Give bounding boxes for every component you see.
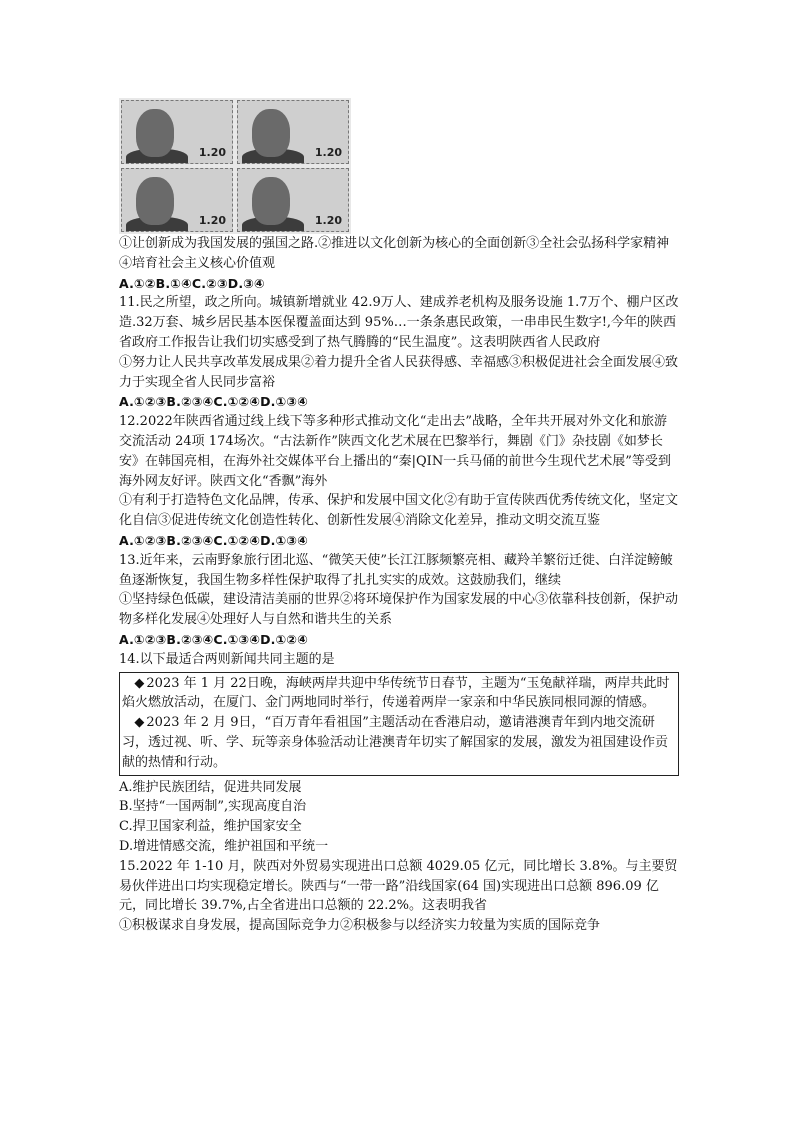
diamond-bullet-icon: ◆ — [134, 675, 145, 691]
page-content — [119, 98, 679, 936]
q12-options: A.①②③B.②③④C.①②④D.①③④ — [119, 532, 308, 548]
stamp-price: 1.20 — [198, 214, 226, 227]
q13-stem: 13.近年来，云南野象旅行团北巡、“微笑天使”长江江豚频繁亮相、藏羚羊繁衍迁徙、白洋淀鳑鲏鱼逐渐恢复，我国生物多样性保护取得了扎扎实实的成效。这鼓励我们，继续 — [119, 552, 673, 588]
q14-option-a: A.维护民族团结，促进共同发展 — [119, 779, 302, 795]
news-item-1: ◆ 2023 年 1 月 22日晚，海峡两岸共迎中华传统节日春节，主题为“玉兔献祥瑞，两岸共此时焰火燃放活动，在厦门、金门两地同时举行，传递着两岸一家亲和中华民族同根同源的情感。 — [122, 675, 670, 711]
diamond-bullet-icon: ◆ — [134, 715, 145, 731]
q13-statements: ①坚持绿色低碳，建设清洁美丽的世界②将环境保护作为国家发展的中心③依靠科技创新，保护动物多样化发展④处理好人与自然和谐共生的关系 — [119, 592, 679, 628]
q11-statements: ①努力让人民共享改革发展成果②着力提升全省人民获得感、幸福感③积极促进社会全面发展④致力于实现全省人民同步富裕 — [119, 354, 679, 390]
news-box — [119, 672, 679, 776]
stamp-4 — [237, 168, 349, 232]
stamp-1 — [121, 100, 233, 164]
q14-option-b: B.坚持“一国两制”,实现高度自治 — [119, 799, 307, 815]
q14-option-d: D.增进情感交流，维护祖国和平统一 — [119, 838, 329, 854]
q14-option-c: C.捍卫国家利益，维护国家安全 — [119, 819, 302, 835]
q14-stem: 14.以下最适合两则新闻共同主题的是 — [119, 651, 335, 667]
q10-statements: ①让创新成为我国发展的强国之路.②推进以文化创新为核心的全面创新③全社会弘扬科学家精神④培育社会主义核心价值观 — [119, 236, 670, 271]
q12-stem: 12.2022年陕西省通过线上线下等多种形式推动文化“走出去”战略，全年共开展对外文化和旅游交流活动 24项 174场次。“古法新作”陕西文化艺术展在巴黎举行，舞剧《门》杂技剧《如梦长安》在韩国亮相，在海外社交媒体平台上播出的“秦|QIN一兵马俑的前世今生现代艺术展”等受到海外网友好评。陕西文化“香飘”海外 — [119, 414, 671, 489]
q15-statements: ①积极谋求自身发展，提高国际竞争力②积极参与以经济实力较量为实质的国际竞争 — [119, 918, 601, 934]
q11-stem: 11.民之所望，政之所向。城镇新增就业 42.9万人、建成养老机构及服务设施 1.7万个、棚户区改造.32万套、城乡居民基本医保覆盖面达到 95%…一条条惠民政策，一串串民生数字!,今年的陕西省政府工作报告让我们切实感受到了热气腾腾的“民生温度”。这表明陕西省人民政府 — [119, 295, 679, 350]
q12-statements: ①有利于打造特色文化品牌，传承、保护和发展中国文化②有助于宣传陕西优秀传统文化，坚定文化自信③促进传统文化创造性转化、创新性发展④消除文化差异，推动文明交流互鉴 — [119, 493, 679, 529]
q15-stem: 15.2022 年 1-10 月，陕西对外贸易实现进出口总额 4029.05 亿元，同比增长 3.8%。与主要贸易伙伴进出口均实现稳定增长。陕西与“一带一路”沿线国家(64 国)实现进出口总额 896.09 亿元，同比增长 39.7%,占全省进出口总额的 22.2%。这表明我省 — [119, 858, 678, 914]
q13-options: A.①②③B.②③④C.①③④D.①②④ — [119, 631, 308, 647]
stamp-price: 1.20 — [314, 214, 342, 227]
stamp-3 — [121, 168, 233, 232]
stamp-price: 1.20 — [198, 146, 226, 159]
news-item-2: ◆ 2023 年 2 月 9日，“百万青年看祖国”主题活动在香港启动，邀请港澳青年到内地交流研习，透过视、听、学、玩等亲身体验活动让港澳青年切实了解国家的发展，激发为祖国建设作贡献的热情和行动。 — [122, 715, 669, 770]
stamp-2 — [237, 100, 349, 164]
stamp-image — [119, 98, 351, 234]
stamp-price: 1.20 — [314, 146, 342, 159]
q10-options: A.①②B.①④C.②③D.③④ — [119, 275, 265, 291]
q11-options: A.①②③B.②③④C.①②④D.①③④ — [119, 394, 308, 410]
